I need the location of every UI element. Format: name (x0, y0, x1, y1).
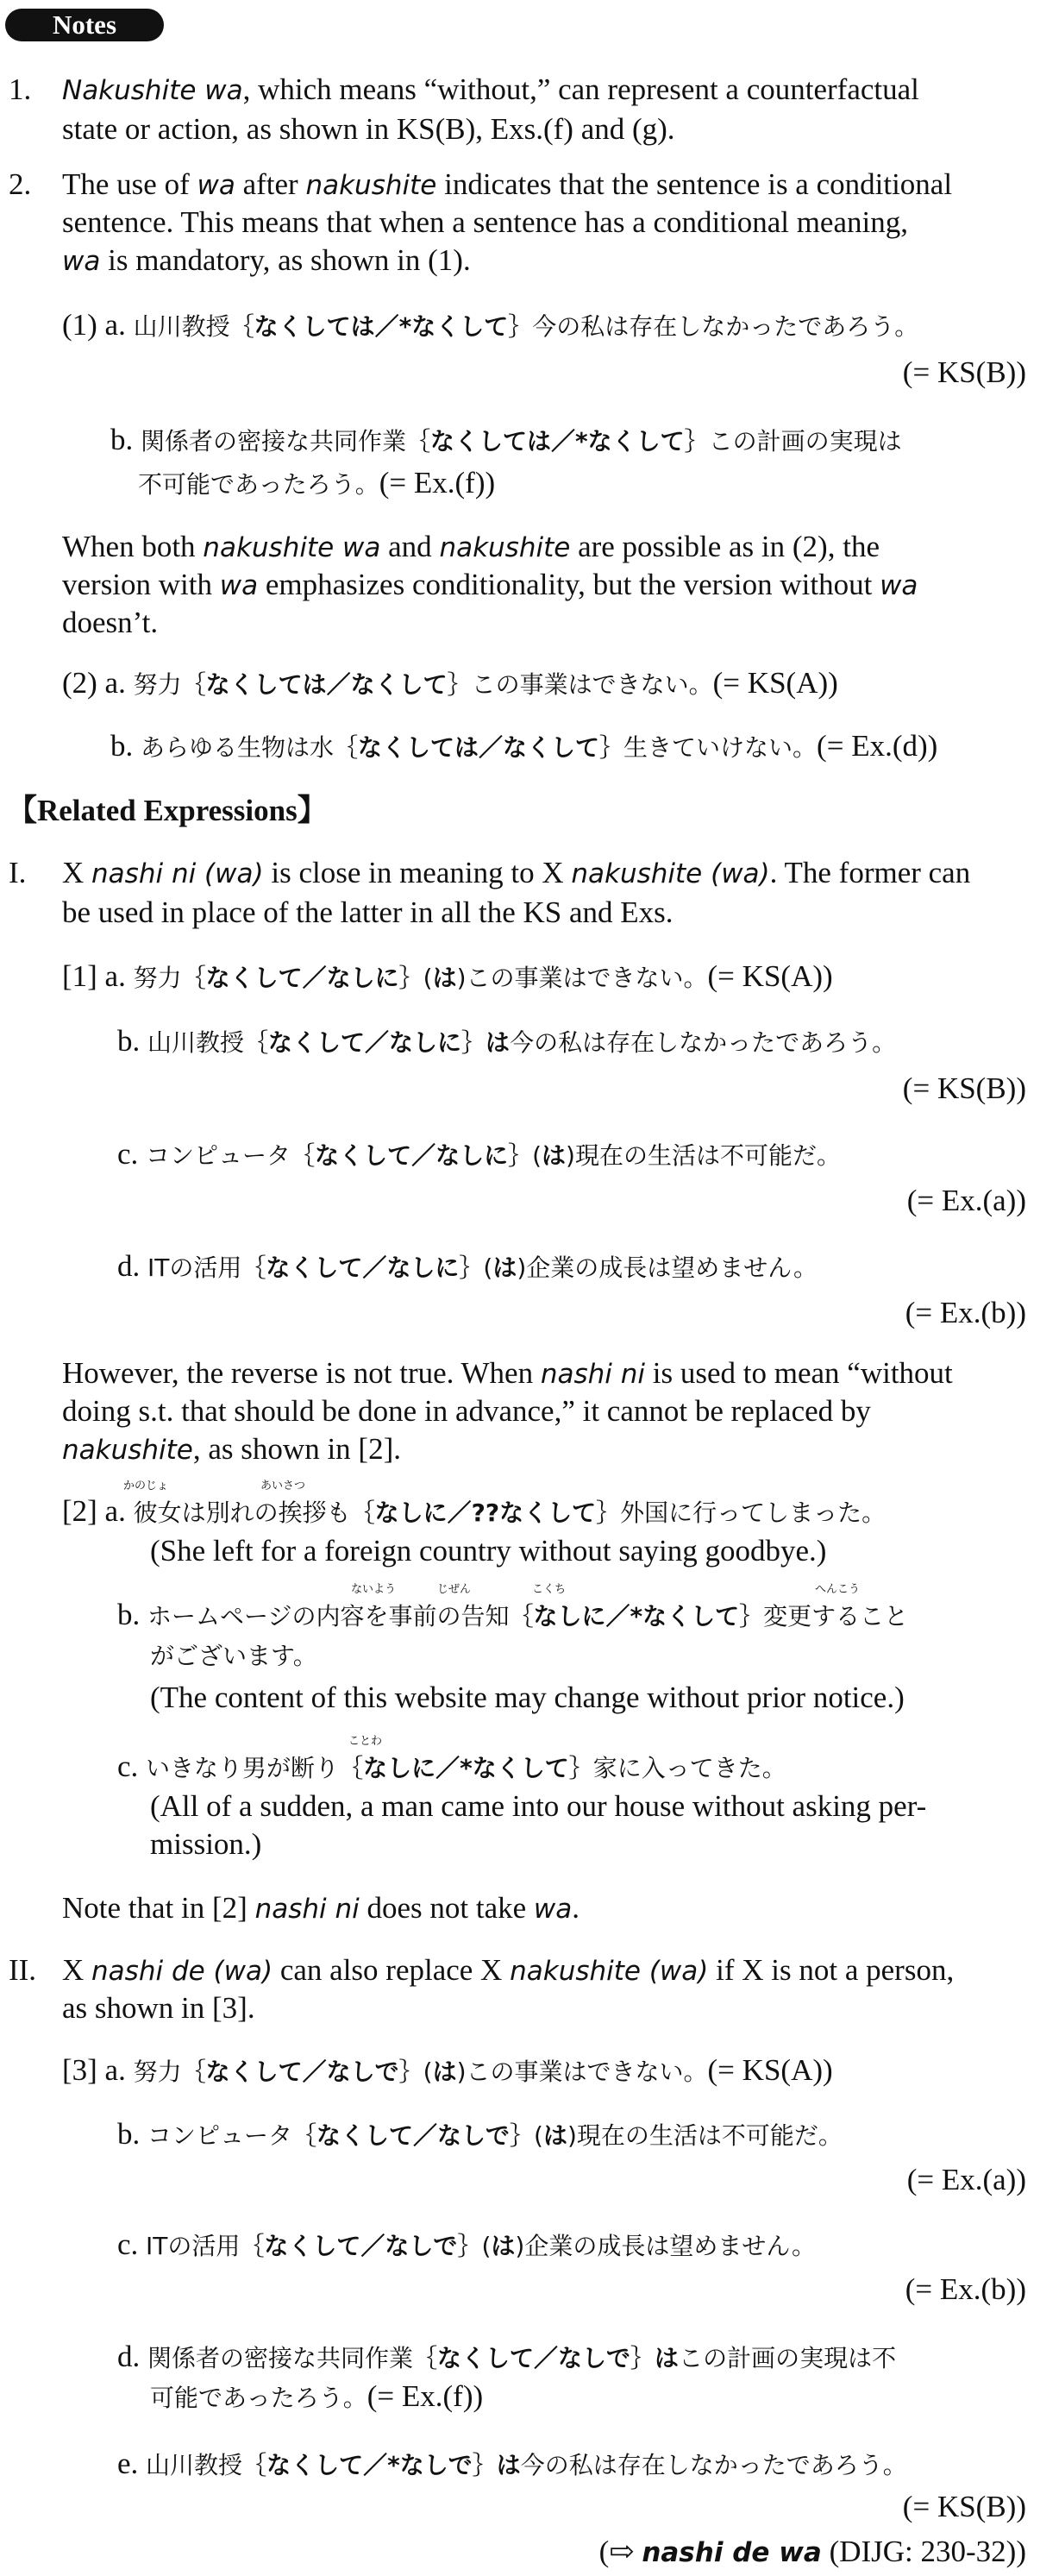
related-number: II. (9, 1953, 37, 1987)
example-r2b-line2: がございます。 (150, 1642, 317, 1670)
note2-line1: The use of wa after nakushite indicates that the sentence is a conditional (62, 167, 953, 201)
para3-line1: Note that in [2] nashi ni does not take wa. (62, 1891, 580, 1925)
ruby-henkou: へんこう (815, 1583, 861, 1596)
example-r2c-gloss1: (All of a sudden, a man came into our house without asking per- (150, 1789, 927, 1823)
ruby-aisatsu: あいさつ (260, 1480, 306, 1492)
para2-line2: doing s.t. that should be done in advance,” it cannot be replaced by (62, 1394, 871, 1428)
example-r3d: d. 関係者の密接な共同作業｛なくして／なしで｝はこの計画の実現は不 (117, 2340, 897, 2373)
example-1a: (1) a. 山川教授｛なくしては／*なくして｝今の私は存在しなかったであろう。 (62, 308, 919, 342)
related-heading: 【Related Expressions】 (7, 794, 328, 827)
para1-line2: version with wa emphasizes conditionality, but the version without wa (62, 568, 918, 601)
note1-line1: Nakushite wa, which means “without,” can represent a counterfactual (62, 72, 919, 106)
para2-line3: nakushite, as shown in [2]. (62, 1432, 401, 1466)
example-r2a: [2] a. 彼女は別れの挨拶も｛なしに／??なくして｝外国に行ってしまった。 (62, 1494, 887, 1528)
example-r2a-gloss: (She left for a foreign country without saying goodbye.) (150, 1534, 827, 1568)
ruby-kanojo: かのじょ (123, 1480, 169, 1492)
cross-reference: (⇨ nashi de wa (DIJG: 230-32)) (598, 2535, 1026, 2568)
ref-ex-a: (= Ex.(a)) (906, 2163, 1026, 2196)
para1-line1: When both nakushite wa and nakushite are possible as in (2), the (62, 530, 880, 563)
ruby-jizen: じぜん (437, 1583, 472, 1596)
example-2a: (2) a. 努力｛なくしては／なくして｝この事業はできない。(= KS(A)) (62, 666, 838, 700)
example-1b: b. 関係者の密接な共同作業｛なくしては／*なくして｝この計画の実現は (110, 423, 902, 456)
example-r1b: b. 山川教授｛なくして／なしに｝は今の私は存在しなかったであろう。 (117, 1024, 897, 1058)
ruby-kotowa: ことわ (348, 1735, 383, 1748)
rel1-line1: X nashi ni (wa) is close in meaning to X nakushite (wa). The former can (62, 856, 971, 889)
ruby-naiyou: ないよう (351, 1583, 397, 1596)
example-r2c-gloss2: mission.) (150, 1827, 262, 1861)
ref-ks-b: (= KS(B)) (902, 355, 1026, 389)
ref-ks-b: (= KS(B)) (902, 1071, 1026, 1105)
example-r1d: d. ITの活用｛なくして／なしに｝(は)企業の成長は望めません。 (117, 1249, 818, 1283)
para2-line1: However, the reverse is not true. When nashi ni is used to mean “without (62, 1356, 953, 1390)
ref-ks-b: (= KS(B)) (902, 2490, 1026, 2523)
example-2b: b. あらゆる生物は水｛なくしては／なくして｝生きていけない。(= Ex.(d)) (110, 729, 938, 763)
related-number: I. (9, 856, 27, 889)
ref-ex-b: (= Ex.(b)) (905, 1296, 1026, 1329)
note2-line2: sentence. This means that when a sentence has a conditional meaning, (62, 205, 908, 239)
example-r1c: c. コンピュータ｛なくして／なしに｝(は)現在の生活は不可能だ。 (117, 1137, 841, 1171)
note-number: 2. (9, 167, 32, 201)
example-r2c: c. いきなり男が断り｛なしに／*なくして｝家に入ってきた。 (117, 1750, 786, 1783)
example-r3b: b. コンピュータ｛なくして／なしで｝(は)現在の生活は不可能だ。 (117, 2117, 843, 2151)
example-r3a: [3] a. 努力｛なくして／なしで｝(は)この事業はできない。(= KS(A)) (62, 2053, 833, 2087)
example-r3c: c. ITの活用｛なくして／なしで｝(は)企業の成長は望めません。 (117, 2227, 816, 2261)
note1-line2: state or action, as shown in KS(B), Exs.(f) and (g). (62, 112, 675, 146)
rel2-line1: X nashi de (wa) can also replace X nakushite (wa) if X is not a person, (62, 1953, 955, 1987)
example-r2b-gloss: (The content of this website may change without prior notice.) (150, 1681, 905, 1714)
note-number: 1. (9, 72, 32, 106)
ref-ex-a: (= Ex.(a)) (906, 1184, 1026, 1217)
example-r3d-line2: 可能であったろう。(= Ex.(f)) (150, 2379, 484, 2413)
example-r2b: b. ホームページの内容を事前の告知｛なしに／*なくして｝変更すること (117, 1598, 909, 1631)
ruby-kokuchi: こくち (532, 1583, 567, 1596)
rel1-line2: be used in place of the latter in all the KS and Exs. (62, 895, 673, 929)
example-r1a: [1] a. 努力｛なくして／なしに｝(は)この事業はできない。(= KS(A)) (62, 959, 833, 993)
example-1b-line2: 不可能であったろう。(= Ex.(f)) (138, 466, 496, 499)
para1-line3: doesn’t. (62, 606, 159, 639)
example-r3e: e. 山川教授｛なくして／*なしで｝は今の私は存在しなかったであろう。 (117, 2447, 907, 2480)
ref-ex-b: (= Ex.(b)) (905, 2272, 1026, 2306)
note2-line3: wa is mandatory, as shown in (1). (62, 243, 471, 277)
rel2-line2: as shown in [3]. (62, 1991, 255, 2025)
notes-badge: Notes (5, 9, 164, 41)
